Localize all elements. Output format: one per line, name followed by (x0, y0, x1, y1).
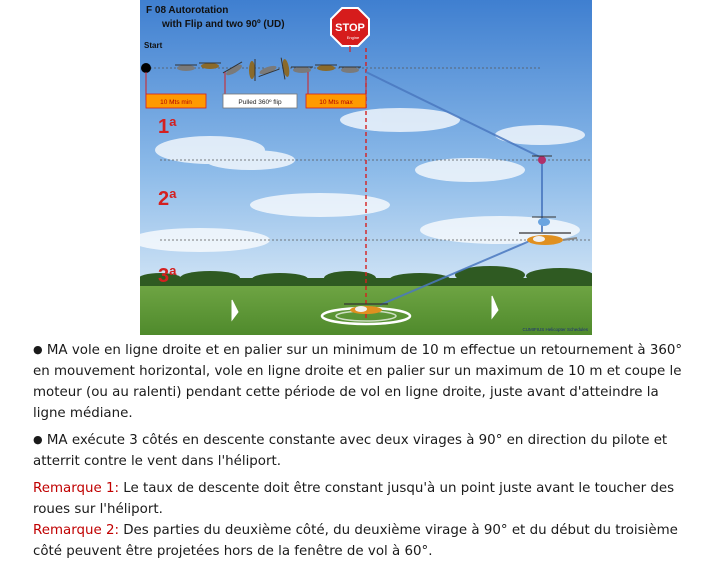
marker-third: 3ª (158, 265, 177, 287)
remark-2-text: Des parties du deuxième côté, du deuxième virage à 90° et du début du troisième côté peuvent être projetées hors de la fenêtre de vol à 60°. (33, 523, 678, 559)
remark-2 (33, 520, 693, 562)
bullet-icon: ● (33, 343, 43, 356)
figure-title-line2: with Flip and two 90º (UD) (162, 19, 285, 30)
remark-2-label: Remarque 2: (33, 523, 119, 538)
description-text (33, 340, 693, 562)
marker-first: 1ª (158, 116, 177, 138)
start-label: Start (144, 41, 163, 50)
marker-second: 2ª (158, 188, 177, 210)
maneuver-diagram (140, 0, 592, 335)
paragraph-2 (33, 430, 693, 472)
bullet-icon: ● (33, 433, 43, 446)
box-left-label: 10 Mts min (160, 99, 192, 106)
stop-sign-text: STOP (335, 22, 365, 34)
paragraph-1 (33, 340, 693, 424)
figure-title-line1: F 08 Autorotation (146, 5, 229, 16)
box-right-label: 10 Mts max (319, 99, 353, 106)
paragraph-1-text: MA vole en ligne droite et en palier sur un minimum de 10 m effectue un retournement à 360° en mouvement horizontal, vole en ligne droite et en palier sur un maximum de 10 m et coupe le moteur (ou au ralenti) pendant cette période de vol en ligne droite, juste avant d'atteindre la ligne médiane. (33, 343, 683, 421)
stop-sign-sub: Engine (346, 35, 360, 40)
remark-1-text: Le taux de descente doit être constant jusqu'à un point juste avant le toucher des roues sur l'héliport. (33, 481, 675, 517)
image-credit: CUMIFIUS Helicopter Schedules (522, 327, 588, 332)
start-dot (141, 63, 151, 73)
remark-1-label: Remarque 1: (33, 481, 119, 496)
remark-1 (33, 478, 693, 520)
paragraph-2-text: MA exécute 3 côtés en descente constante avec deux virages à 90° en direction du pilote et atterrit contre le vent dans l'héliport. (33, 433, 668, 469)
box-middle-label: Pulled 360º flip (238, 99, 282, 106)
